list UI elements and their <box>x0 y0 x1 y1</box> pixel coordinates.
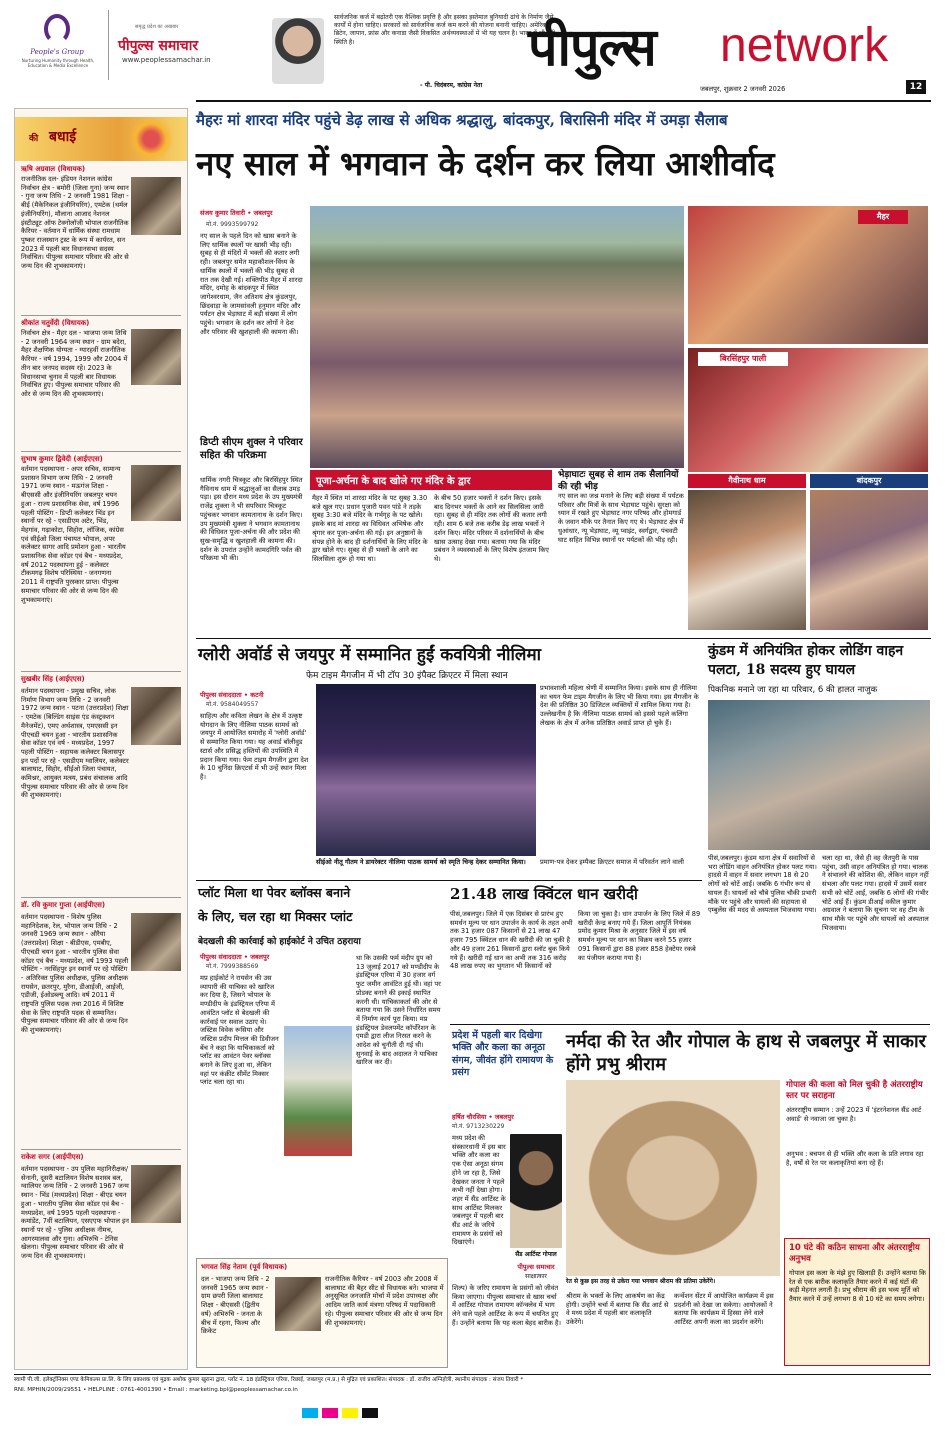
paper-small-title: पीपुल्स समाचार <box>118 38 199 54</box>
entry-photo <box>131 177 181 235</box>
plot-byline: पीपुल्स संवाददाता • जबलपुर <box>200 953 270 961</box>
artist-gopal-photo <box>510 1134 562 1248</box>
photo-label-bandakpur: बांदकपुर <box>810 474 928 488</box>
kundam-body-b: चला रहा था, जैसे ही वह जैतपुरी के पास पहुंचा, उसी वाहन अनियंत्रित हो गया। चालक ने संभालने की कोशिश की, लेकिन वाहन नहीं संभला और पलट गया। हादसे में उसमें सवार सभी को चोटें आईं, जबकि 6 लोगों की गंभीर चोटें आई हैं। कुंडम डीआई वकील कुमार अग्रवाल ने बताया कि सूचना पर वह टीम के साथ मौके पर पहुंचे और घायलों को अस्पताल भिजवाया। <box>822 854 929 932</box>
gaivinath-photo <box>688 490 806 630</box>
plot-headline-2: के लिए, चल रहा था मिक्सर प्लांट <box>198 909 353 924</box>
divider <box>21 315 181 316</box>
plot-mobile: मो.नं. 7999388569 <box>206 963 259 970</box>
paper-url: www.peoplessamachar.in <box>122 56 211 64</box>
caption-body-a: मैहर में स्थित मां शारदा मंदिर के पट सुबह 3.30 बजे खुल गए। प्रधान पुजारी पवन पांडे ने तड़के सुबह 3:30 बजे मंदिर के गर्भगृह के पट खोले। इसके बाद मां शारदा का विधिवत अभिषेक और श्रृंगार कर पूजा-अर्चना की गई। इन अनुष्ठानों के संपन्न होने के बाद ही दर्शनार्थियों के लिए मंदिर के द्वार खोले गए। सुबह से ही भक्तों के आने का सिलसिला शुरू हो गया था। <box>312 494 428 563</box>
interview-tag: साक्षात्कार <box>525 1273 547 1280</box>
bhedaghat-body: नए साल का जश्न मनाने के लिए बड़ी संख्या में पर्यटक परिवार और मित्रों के साथ भेड़ाघाट पहुंचे। सुरक्षा को ध्यान में रखते हुए भेड़ाघाट नगर परिषद और होमगार्ड के जवान मौके पर तैनात किए गए थे। भेड़ाघाट क्षेत्र में धुआंधार, न्यू भेड़ाघाट, व्यू प्वाइंट, स्वर्गद्वार, पंचवटी घाट सहित विभिन्न स्थानों पर पर्यटकों की भीड़ रही। <box>558 492 684 544</box>
maihar-crowd-photo <box>310 206 684 468</box>
caption-body-b: के बीच 50 हजार भक्तों ने दर्शन किए। इसके बाद दिनभर भक्तों के आने का सिलसिला जारी रहा। सुबह से ही मंदिर तक लोगों की कतार लगी रही। शाम 6 बजे तक करीब डेढ़ लाख भक्तों ने दर्शन किए। मंदिर परिसर में दर्शनार्थियों के बीच खास उत्साह देखा गया। बताया गया कि मंदिर प्रबंधन ने व्यवस्थाओं के लिए विशेष इंतजाम किए थे। <box>434 494 549 563</box>
practice-box-head: 10 घंटे की कठिन साधना और अंतरराष्ट्रीय अनुभव <box>789 1243 920 1265</box>
flowers-decoration <box>119 119 183 159</box>
divider <box>196 638 931 639</box>
lead-mobile: मो.नं. 9993599792 <box>206 221 259 228</box>
photo-label-maihar: मैहर <box>858 210 908 224</box>
glory-byline: पीपुल्स संवाददाता • कटनी <box>200 691 264 699</box>
entry-photo <box>131 329 181 385</box>
lead-byline: संजय कुमार तिवारी • जबलपुर <box>200 209 273 217</box>
lead-kicker: मैहरः मां शारदा मंदिर पहुंचे डेढ़ लाख से अधिक श्रद्धालु, बांदकपुर, बिरासिनी मंदिर में उमड़ा सैलाब <box>196 111 728 129</box>
dhan-body-b: किया जा चुका है। धान उपार्जन के लिए जिले में 89 खरीदी केन्द्र बनाए गये हैं। जिला आपूर्ति नियंत्रक प्रमोद कुमार मिश्रा के अनुसार जिले में इस वर्ष समर्थन मूल्य पर धान का विक्रय करने 55 हजार 091 किसानों द्वारा 88 हजार 858 हेक्टेयर रकबे का पंजीयन कराया गया है। <box>578 910 701 962</box>
kundam-body-a: पीसं,जबलपुर। कुंडम थाना क्षेत्र में सवारियों से भरा लोडिंग वाहन अनियंत्रित होकर पलट गया। हादसे में वाहन में सवार लगभग 18 से 20 लोगों को चोटें आईं। जबकि 6 गंभीर रूप से घायल हैं। घायलों को चौबे पुलिस चौकी प्रभारी मौके पर पहुंचे और घायलों की सहायता से एम्बुलेंस की मदद से अस्पताल भिजवाया गया। <box>708 854 817 915</box>
glory-caption2: प्रमाण-पत्र देकर इम्पैक्ट क्रिएटर समाज में परिवर्तन लाने वाली <box>540 858 684 866</box>
glory-subhead: फेम टाइम मैगजीन में भी टॉप 30 इंपैक्ट क्रिएटर में मिला स्थान <box>306 671 508 681</box>
side-point-2: अनुभव : बचपन से ही भक्ति और कला के प्रति लगाव रहा है, वर्षों से रेत पर कलाकृतियां बना रहे हैं। <box>786 1150 924 1167</box>
masthead-title-english: network <box>720 19 889 72</box>
entry-photo <box>131 1165 181 1223</box>
narmada-body-b: कन्वेंशन सेंटर में आयोजित कार्यक्रम में इस प्रदर्शनी को देखा जा सकेगा। आयोजकों ने बताया कि कार्यक्रम में हिस्सा लेने वाले आर्टिस्ट अपनी कला का प्रदर्शन करेंगे। <box>674 1292 774 1327</box>
glory-body-b: प्रभावशाली महिला श्रेणी में सम्मानित किया। इसके साथ ही नीलिमा का चयन फेम टाइम मैगजीन के लिए भी किया गया। इस मैगजीन के देश की प्रतिष्ठित 30 डिजिटल व्यक्तियों में शामिल किया गया है। उल्लेखनीय है कि नीलिमा पाठक सामर्थ को इससे पहले कलिंगा लेखक के क्षेत्र में अनेक प्रतिष्ठित अवार्ड प्राप्त हो चुके हैं। <box>540 684 699 727</box>
plot-subhead: बेदखली की कार्रवाई को हाईकोर्ट ने उचित ठहराया <box>198 937 361 947</box>
birthday-sidebar <box>14 108 188 1370</box>
masthead <box>0 0 945 104</box>
side-head: गोपाल की कला को मिल चुकी है अंतरराष्ट्रीय स्तर पर सराहना <box>786 1080 923 1102</box>
masthead-rule <box>196 100 931 102</box>
photo-label-birsinghpur: बिरसिंहपुर पाली <box>698 352 788 366</box>
entry-photo <box>131 465 181 521</box>
quote-text: सार्वजनिक कर्ज में बढ़ोतरी एक वैश्विक प्रवृत्ति है और इसका इस्तेमाल बुनियादी ढांचे के निर्माण जैसे कार्यों में होना चाहिए। सरकारों को सार्वजनिक कर्ज कम करने की योजना बनानी चाहिए। अमेरिका, ब्रिटेन, जापान, फ्रांस और कनाडा जैसी विकसित अर्थव्यवस्थाओं में भी यह चलन है। भारत में भी यही स्थिति है। <box>334 14 556 46</box>
glory-mobile: मो.नं. 9584049557 <box>206 701 259 708</box>
former-mla-box <box>196 1258 448 1368</box>
color-registration-marks <box>300 1408 380 1420</box>
mla-photo <box>275 1277 321 1331</box>
kundam-headline: कुंडम में अनियंत्रित होकर लोडिंग वाहन पलटा, 18 सदस्य हुए घायल <box>708 643 904 678</box>
entry-body: वर्तमान पदस्थापना - विशेष पुलिस महानिदेशक, रेल, भोपाल जन्म तिथि - 2 जनवरी 1969 जन्म स्थान - औरैया (उत्तरप्रदेश) शिक्षा - बीडीएस, एमबीए, पीएचडी चयन हुआ - भारतीय पुलिस सेवा कॉडर एवं बैच - मध्यप्रदेश, वर्ष 1993 पहली पोस्टिंग - नरसिंहपुर इन स्थानों पर रहे पोस्टिंग - अतिरिक्त पुलिस अधीक्षक, पुलिस अधीक्षक रायसेन, छतरपुर, मुरैना, डीआईजी, आईजी, एडीजी, ईओडब्ल्यू आदि। वर्ष 2011 में राष्ट्रपति पुलिस पदक तथा 2016 में विशिष्ट सेवा के लिए राष्ट्रपति पदक से सम्मानित। पीपुल्स समाचार परिवार की ओर से जन्म दिन की शुभकामनाएं। <box>21 913 129 1035</box>
footer-contact: RNI. MPHIN/2009/29551 • HELPLINE : 0761-4001390 • Email : marketing.bpl@peoplessamachar.co.in <box>14 1387 298 1393</box>
glory-headline: ग्लोरी अवॉर्ड से जयपुर में सम्मानित हुईं कवयित्री नीलिमा <box>198 645 542 665</box>
maihar-temple-photo <box>688 206 928 344</box>
side-point-1: अंतरराष्ट्रीय सम्मान : उन्हें 2023 में 'इंटरनेशनल सैंड आर्ट अवार्ड' से नवाजा जा चुका है। <box>786 1106 922 1123</box>
entry-name: श्रीकांत चतुर्वेदी (विधायक) <box>21 319 90 327</box>
lead-headline: नए साल में भगवान के दर्शन कर लिया आशीर्वाद <box>196 144 775 183</box>
divider <box>108 10 109 80</box>
ramayan-mobile: मो.नं. 9713230229 <box>452 1123 505 1130</box>
sidebar-header-badhai: बधाई <box>49 129 77 145</box>
masthead-title-hindi: पीपुल्स <box>528 18 656 78</box>
entry-body: वर्तमान पदस्थापना - अपर सचिव, सामान्य प्रशासन विभाग जन्म तिथि - 2 जनवरी 1971 जन्म स्थान - मऊगंज शिक्षा - बीएससी और इंजीनियरिंग जबलपुर चयन हुआ - राज्य प्रशासनिक सेवा, वर्ष 1996 पहली पोस्टिंग - डिप्टी कलेक्टर भिंड इन स्थानों पर रहे - एसडीएम अटेर, भिंड, मेहगांव, गढ़ाकोटा, सिहोरा, लॉजिक, कांग्रेस एवं सीईओ जिला पंचायत भोपाल, अपर कलेक्टर सागर आदि प्रमोशन हुआ - भारतीय प्रशासनिक सेवा कॉडर एवं बैच - मध्यप्रदेश, वर्ष 2012 पदस्थापना हुई - कलेक्टर टीकमगढ़ विशेष परिस्थिया - जनगणना 2011 में राष्ट्रपति पुरस्कार प्राप्त। पीपुल्स समाचार परिवार की ओर से जन्म दिन की शुभकामनाएं। <box>21 465 126 604</box>
footer-imprint: स्वामी पी.जी. इलेक्ट्रॉनिक्स एण्ड केमिकल्स प्रा.लि. के लिए प्रकाशक एवं मुद्रक अशोक कुमार खुराना द्वारा, प्लॉट नं. 18 इंडस्ट्रियल एरिया, रिछाई, जबलपुर (म.प्र.) से मुद्रित एवं प्रकाशित। संपादक : डॉ. राजीव अग्निहोत्री, स्थानीय संपादक : संजय तिवारी * <box>14 1377 524 1383</box>
paper-kicker: समृद्ध प्रदेश का अखबार <box>135 24 179 30</box>
dateline: जबलपुर, शुक्रवार 2 जनवरी 2026 <box>700 85 786 93</box>
kundam-hospital-photo <box>708 700 930 850</box>
bhedaghat-head: भेड़ाघाटः सुबह से शाम तक सैलानियों की रही भीड़ <box>558 470 679 492</box>
bandakpur-photo <box>810 490 928 630</box>
entry-body: वर्तमान पदस्थापना - प्रमुख सचिव, लोक निर्माण विभाग जन्म तिथि - 2 जनवरी 1972 जन्म स्थान - पटना (उत्तरप्रदेश) शिक्षा - एमटेक (बिल्डिंग साइंस एंड कंस्ट्रक्शन मैनेजमेंट), एमए अर्थशास्त्र, एमएससी इन पीएचडी चयन हुआ - भारतीय प्रशासनिक सेवा कॉडर एवं वर्ष - मध्यप्रदेश, 1997 पहली पोस्टिंग - सहायक कलेक्टर बिलासपुर इन पदों पर रहे - एसडीएम ग्वालियर, कलेक्टर बालाघाट, सिहोर, सीईओ जिला पंचायत, कमिश्नर, आयुक्त मत्स्य, प्रबंध संचालक आदि पीपुल्स समाचार परिवार की ओर से जन्म दिन की शुभकामनाएं। <box>21 687 129 800</box>
peoples-group-logo <box>44 14 70 44</box>
group-name: People's Group <box>30 48 84 56</box>
entry-name: डॉ. रवि कुमार गुप्ता (आईपीएस) <box>21 901 106 909</box>
plot-body-b: था कि उसकी फर्म मंदीप ग्रुप को 13 जुलाई 2017 को मण्डीदीप के इंडस्ट्रियल एरिया में 30 हजार वर्ग फुट जमीन आवंटित हुई थी। वहां पर प्रोडक्ट बनाने की इकाई स्थापित करनी थी। याचिकाकर्ता की ओर से बताया गया कि उसने निर्धारित समय में निर्माण कार्य पूरा किया। मप्र इंडस्ट्रियल डेवलपमेंट कॉर्पोरेशन के एमडी द्वारा लीज निरस्त करने के आदेश को चुनौती दी गई थी। सुनवाई के बाद अदालत ने याचिका खारिज कर दी। <box>356 954 441 1067</box>
dhan-body-a: पीसं,जबलपुर। जिले में एक दिसंबर से प्रारंभ हुए समर्थन मूल्य पर धान उपार्जन के कार्य के तहत अभी तक 31 हजार 087 किसानों से 21 लाख 47 हजार 795 क्विंटल धान की खरीदी की जा चुकी है और 49 हजार 261 किसानों द्वारा स्लॉट बुक किये गये हैं। खरीदी गई धान का अभी तक 316 करोड़ 48 लाख रुपए का भुगतान भी किसानों को <box>450 910 573 971</box>
practice-box <box>784 1238 930 1366</box>
dhan-headline: 21.48 लाख क्विंटल धान खरीदी <box>450 885 638 903</box>
mla-name: भगवत सिंह नेताम (पूर्व विधायक) <box>201 1263 288 1271</box>
practice-box-body: गोपाल इस कला के मंझे हुए खिलाड़ी हैं। उन्होंने बताया कि रेत से एक बारीक कलाकृति तैयार करने में कई घंटों की कड़ी मेहनत लगती है। प्रभु श्रीराम की इस भव्य मूर्ति को तैयार करने में उन्हें लगभग 8 से 10 घंटे का समय लगेगा। <box>789 1269 926 1304</box>
glory-photo-caption: सीईओ नीतू गौतम ने डायरेक्टर नीलिमा पाठक सामर्थ को स्मृति चिन्ह देकर सम्मानित किया। <box>316 858 526 866</box>
photo-label-gaivinath: गैवीनाथ धाम <box>688 474 806 488</box>
ramayan-body-a: मध्य प्रदेश की संस्कारधानी में इस बार भक्ति और कला का एक ऐसा अनूठा संगम होने जा रहा है, जिसे देखकर जनता ने पहले कभी नहीं देखा होगा। शहर में सैंड आर्टिस्ट के साथ आर्टिस्ट मिलकर जबलपुर में पहली बार सैंड आर्ट के जरिये रामायण के प्रसंगों को दिखाएंगे। <box>452 1134 506 1247</box>
mla-career: राजनीतिक कैरियर - वर्ष 2003 और 2008 में बालाघाट की बैहर सीट से विधायक बने। भाजपा में अनुसूचित जनजाति मोर्चा में प्रदेश उपाध्यक्ष और आदिम जाति कार्य मंत्रणा परिषद में पदाधिकारी रहे। पीपुल्स समाचार परिवार की ओर से जन्म दिन की शुभकामनाएं। <box>325 1275 444 1327</box>
plot-body-a: मप्र हाईकोर्ट ने रायसेन की उस व्यापारी की याचिका को खारिज कर दिया है, जिसने भोपाल के मण्डीदीप के इंडस्ट्रियल एरिया में आवंटित प्लॉट से बेदखली की कार्रवाई पर सवाल उठाए थे। जस्टिस विवेक रूसिया और जस्टिस प्रदीप मित्तल की डिवीजन बेंच ने कहा कि याचिकाकर्ता को प्लॉट का आवंटन पेवर ब्लॉक्स बनाने के लिए हुआ था, लेकिन वहां पर कंक्रीट सीमेंट मिक्सर प्लांट चला रहा था। <box>200 974 279 1087</box>
divider <box>450 1024 930 1025</box>
side-panel <box>784 1080 930 1236</box>
ramayan-body-b: शिल्प) के जरिए रामायण के प्रसंगों को जीवंत किया जाएगा। पीपुल्स समाचार से खास चर्चा में आर्टिस्ट गोपाल रामायण कॉन्क्लेव में भाग लेने वाले पहले आर्टिस्ट के रूप में चयनित हुए हैं। उन्होंने बताया कि यह कला बेहद बारीक है। <box>452 1284 562 1327</box>
entry-body: वर्तमान पदस्थापना - उप पुलिस महानिरीक्षक/सेनानी, दूसरी बटालियन विशेष सशस्त्र बल, ग्वालियर जन्म तिथि - 2 जनवरी 1967 जन्म स्थान - भिंड (मध्यप्रदेश) शिक्षा - बीएड चयन हुआ - भारतीय पुलिस सेवा कॉडर एवं बैच - मध्यप्रदेश, वर्ष 1995 पहली पदस्थापना - कमांडेंट, 7वीं बटालियन, एसएएफ भोपाल इन स्थानों पर रहे - पुलिस अधीक्षक नीमच, आगरमालवा और गुना। अभिरुचि - टेनिस खेलना। पीपुल्स समाचार परिवार की ओर से जन्म दिन की शुभकामनाएं। <box>21 1165 129 1261</box>
lead-subhead: डिप्टी सीएम शुक्ल ने परिवार सहित की परिक्रमा <box>200 437 303 461</box>
glory-body-a: साहित्य और कविता लेखन के क्षेत्र में उत्कृष्ट योगदान के लिए नीलिमा पाठक सामर्थ को जयपुर में आयोजित समारोह में 'ग्लोरी अवॉर्ड' से सम्मानित किया गया। यह अवार्ड बॉलीवुड स्टार्स और प्रसिद्ध हस्तियों की उपस्थिति में प्रदान किया गया। फेम टाइम मैगजीन द्वारा देश के 10 चुनिंदा क्रिएटर्स में भी उन्हें स्थान मिला है। <box>200 712 309 781</box>
entry-photo <box>131 913 181 971</box>
ramayan-headline: प्रदेश में पहली बार दिखेगा भक्ति और कला का अनूठा संगम, जीवंत होंगे रामायण के प्रसंग <box>452 1030 554 1079</box>
sand-art-caption: रेत से कुछ इस तरह से उकेरा गया भगवान श्रीराम की प्रतिमा उकेरेंगे। <box>566 1278 716 1285</box>
divider <box>196 880 702 881</box>
narmada-headline: नर्मदा की रेत और गोपाल के हाथ से जबलपुर में साकार होंगे प्रभु श्रीराम <box>566 1031 926 1076</box>
sand-art-photo <box>566 1080 780 1276</box>
footer-rule <box>14 1374 931 1375</box>
divider <box>21 671 181 672</box>
mla-details: दल - भाजपा जन्म तिथि - 2 जनवरी 1965 जन्म स्थान - ग्राम छपरी जिला बालाघाट शिक्षा - बीएससी (द्वितीय वर्ष) अभिरुचि - जनता के बीच में रहना, फिल्म और क्रिकेट <box>201 1275 270 1336</box>
entry-body: राजनीतिक दल- इंडियन नेशनल कांग्रेस निर्वाचन क्षेत्र - बमोरी (जिला गुना) जन्म स्थान - गुना जन्म तिथि - 2 जनवरी 1981 शिक्षा - बीई (मैकेनिकल इंजीनियरिंग), एमटेक (थर्मल इंजीनियरिंग), मौलाना आजाद नेशनल इंस्टीट्यूट ऑफ टेक्नोलॉजी भोपाल राजनीतिक कैरियर - वर्तमान में धार्मिक संस्था रामधाम पुष्कर राजस्थान ट्रस्ट के रूप में कार्यरत, सन 2023 में पहली बार विधानसभा सदस्य निर्वाचित। पीपुल्स समाचार परिवार की ओर से जन्म दिन की शुभकामनाएं। <box>21 175 129 271</box>
lead-body: नए साल के पहले दिन को खास बनाने के लिए धार्मिक स्थलों पर खासी भीड़ रही। सुबह से ही मंदिरों में भक्तों की कतार लगी रही। जबलपुर समेत महाकौशल-विंध्य के धार्मिक स्थलों में भक्तों की भीड़ सुबह से रात तक देखी गई। शक्तिपीठ मैहर में शारदा मंदिर, दमोह के बांदकपुर में स्थित जागेश्वरधाम, जैन अतिशय क्षेत्र कुंडलपुर, छिंदवाड़ा के जामसांवली हनुमान मंदिर और पर्यटन क्षेत्र भेड़ाघाट में बड़ी संख्या में लोग पहुंचे। भगवान के दर्शन कर लोगों ने देश और परिवार की खुशहाली की कामना की। <box>200 232 303 336</box>
entry-photo <box>131 687 181 745</box>
entry-name: राकेश सगर (आईपीएस) <box>21 1153 84 1161</box>
lead-subbody: धार्मिक नगरी चित्रकूट और बिरसिंहपुर स्थित गैविनाथ धाम में श्रद्धालुओं का सैलाब उमड़ पड़ा। इस दौरान मध्य प्रदेश के उप मुख्यमंत्री राजेंद्र शुक्ला ने भी सपरिवार चित्रकूट पहुंचकर भगवान कामतानाथ के दर्शन किए। उप मुख्यमंत्री शुक्ला ने भगवान कामतानाथ की विधिवत पूजा-अर्चना की और प्रदेश की सुख-समृद्धि व खुशहाली की कामना की। दर्शन के उपरांत उन्होंने कामदगिरि पर्वत की परिक्रमा भी की। <box>200 476 303 563</box>
entry-name: ऋषि अग्रवाल (विधायक) <box>21 165 86 173</box>
peoples-samachar-logo: पीपुल्स समाचार <box>517 1263 555 1271</box>
entry-body: निर्वाचन क्षेत्र - मैहर दल - भाजपा जन्म तिथि - 2 जनवरी 1964 जन्म स्थान - ग्राम बदेरा, मैहर शैक्षणिक योग्यता - ग्यारहवीं राजनीतिक कैरियर - वर्ष 1994, 1999 और 2004 में तीन बार जनपद सदस्य रहे। 2023 के विधानसभा चुनाव में पहली बार विधायक निर्वाचित हुए। पीपुल्स समाचार परिवार की ओर से जन्म दिन की शुभकामनाएं। <box>21 329 128 398</box>
entry-name: सुखबीर सिंह (आईएएस) <box>21 675 85 683</box>
divider <box>21 451 181 452</box>
entry-name: सुभाष कुमार द्विवेदी (आईएएस) <box>21 455 103 463</box>
sidebar-header-ki: की <box>29 134 39 144</box>
ramayan-byline: हर्षित चौरसिया • जबलपुर <box>452 1113 514 1121</box>
artist-photo-caption: सैंड आर्टिस्ट गोपाल <box>515 1251 557 1258</box>
glory-award-photo <box>316 684 536 856</box>
quote-author: - पी. चिदंबरम, कांग्रेस नेता <box>420 82 483 89</box>
birsinghpur-photo <box>688 348 928 472</box>
plant-photo <box>284 1026 352 1156</box>
chidambaram-photo <box>272 18 324 84</box>
narmada-body-a: श्रीराम के भक्तों के लिए आकर्षण का केंद्र होगी। उन्होंने चर्चा में बताया कि सैंड आर्ट से वे मध्य प्रदेश में पहली बार कलाकृति उकेरेंगे। <box>566 1292 669 1327</box>
plot-headline-1: प्लॉट मिला था पेवर ब्लॉक्स बनाने <box>198 885 351 900</box>
divider <box>21 1149 181 1150</box>
group-tagline: Nurturing Humanity through Health, Education & Media Excellence <box>21 58 95 69</box>
crowd-photo-caption: पूजा-अर्चना के बाद खोले गए मंदिर के द्वार <box>310 470 552 490</box>
divider <box>21 897 181 898</box>
kundam-subhead: पिकनिक मनाने जा रहा था परिवार, 6 की हालत नाजुक <box>708 685 878 695</box>
page-number: 12 <box>906 80 926 94</box>
